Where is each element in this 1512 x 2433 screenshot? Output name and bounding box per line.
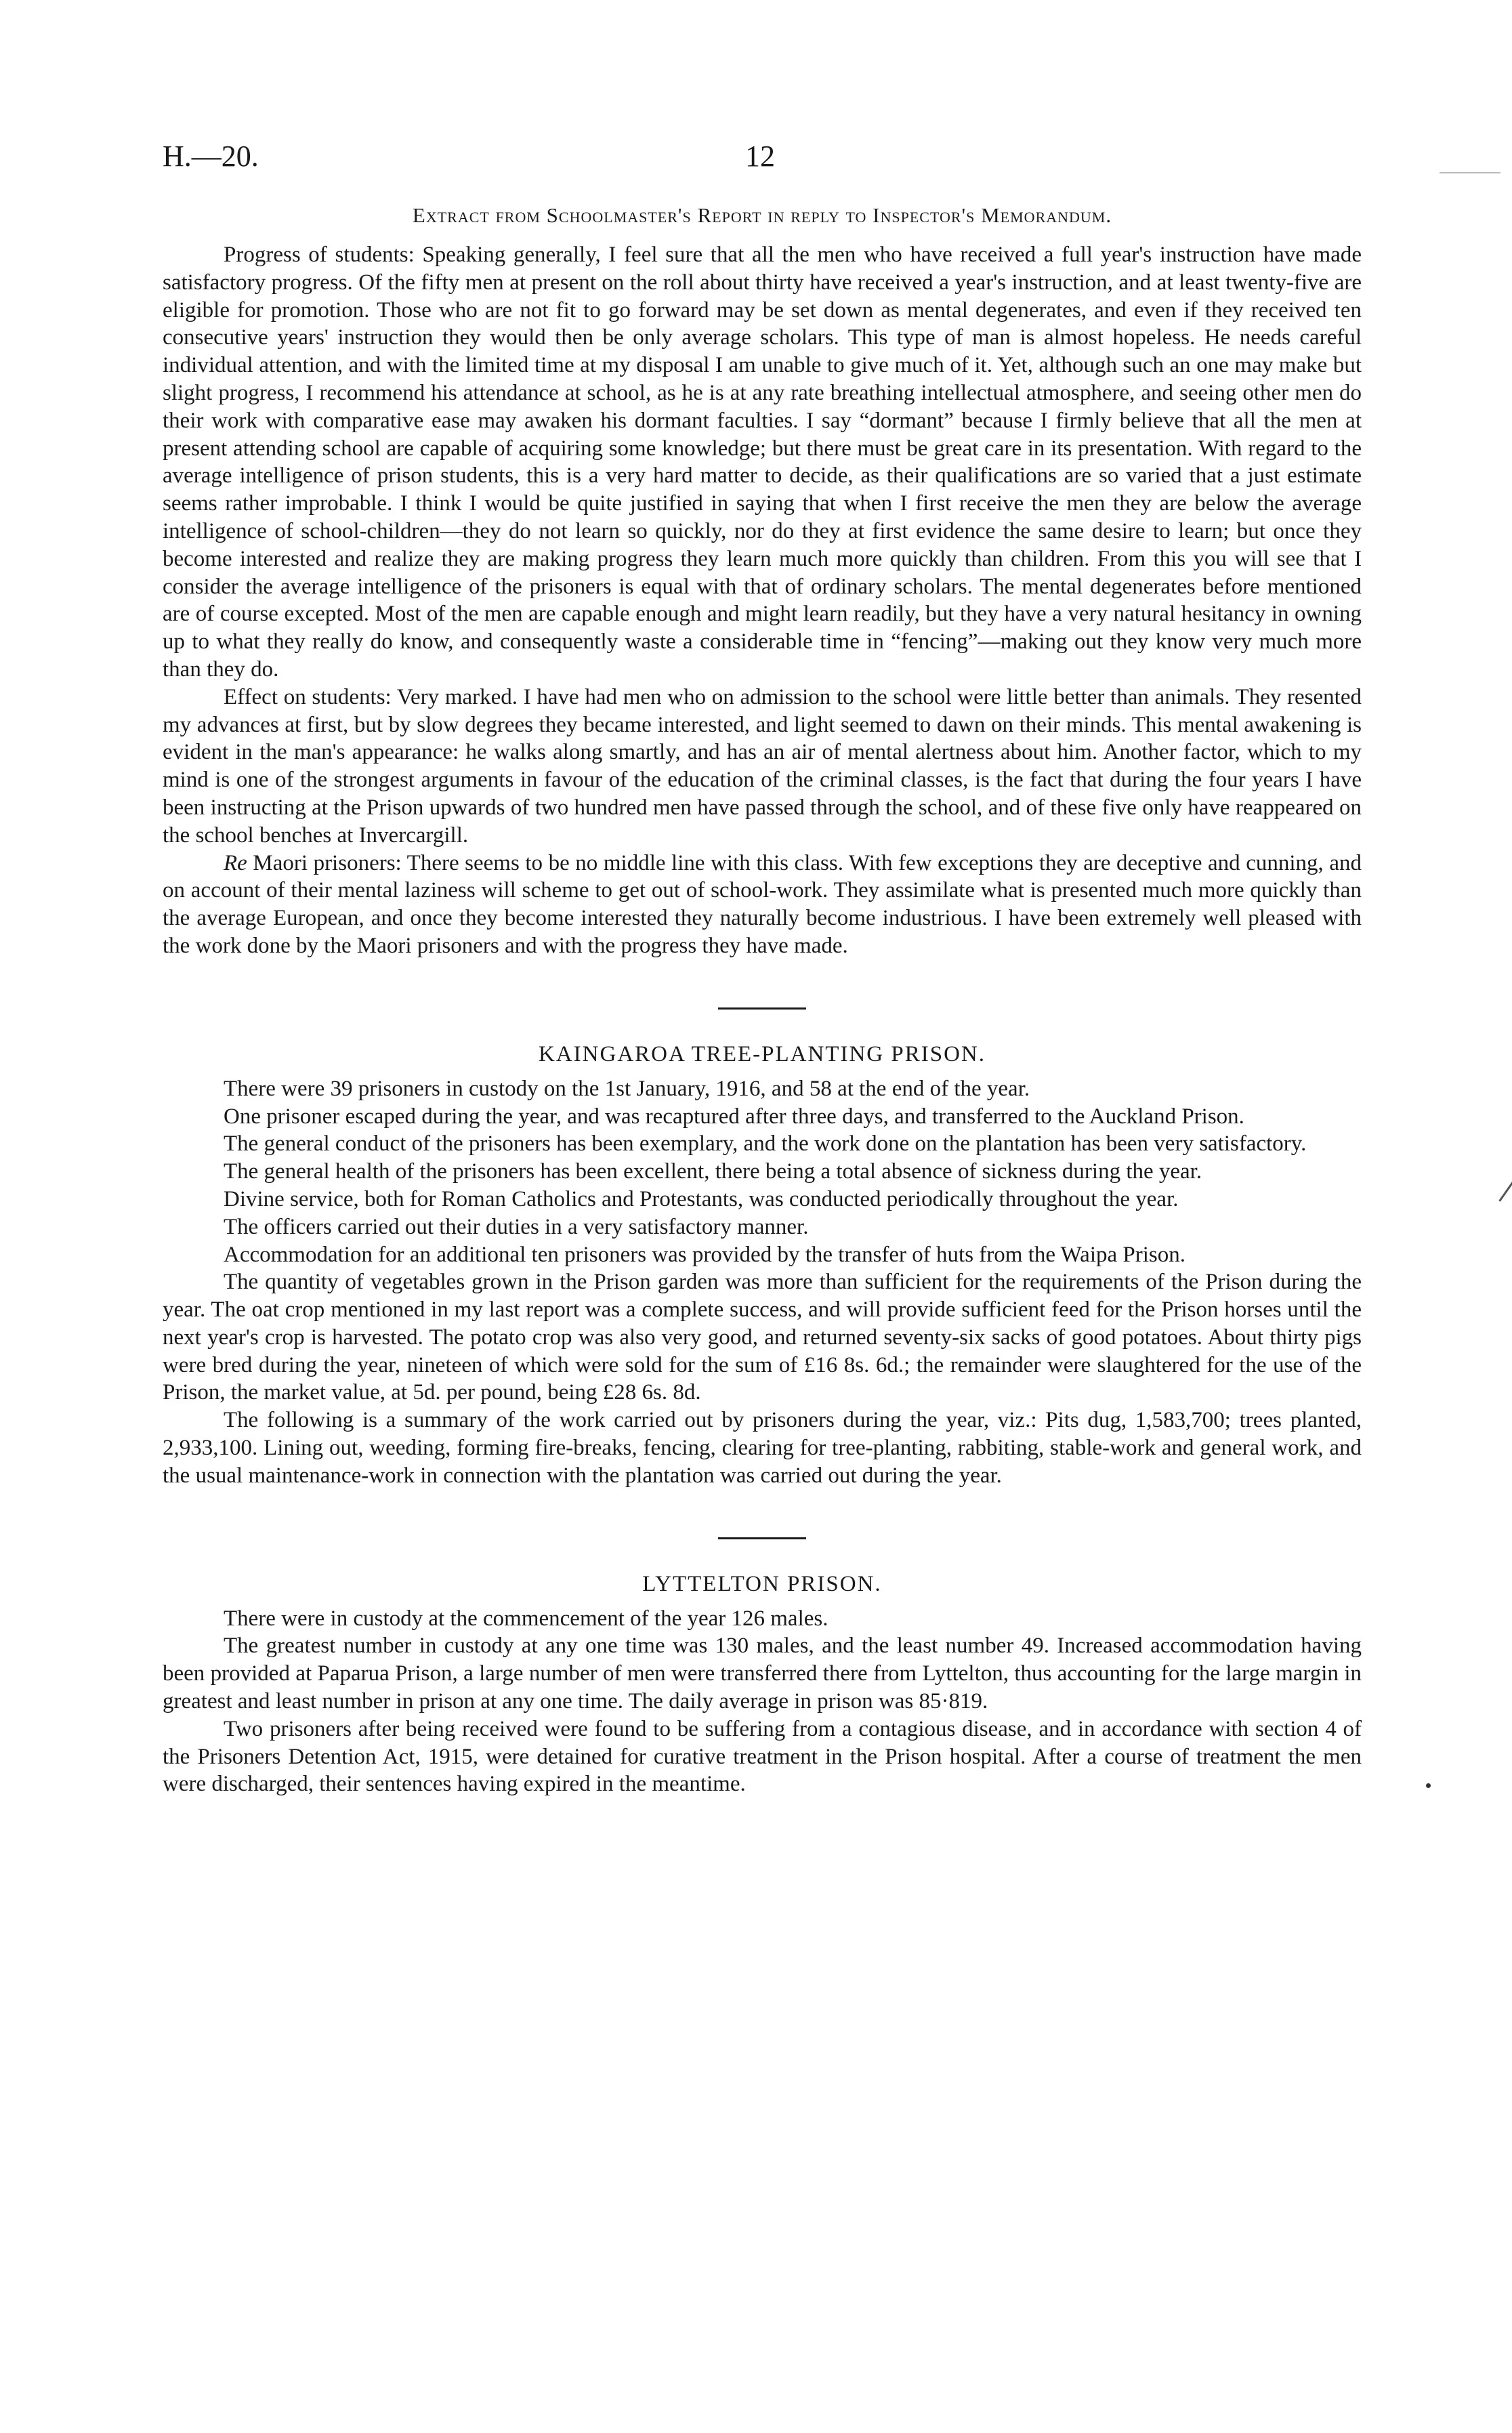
paragraph: The officers carried out their duties in a very satisfactory manner.: [224, 1214, 809, 1239]
paragraph: [163, 241, 1362, 684]
paragraph: There were in custody at the commencement of the year 126 males.: [224, 1606, 828, 1631]
extract-heading: Extract from Schoolmaster's Report in reply to Inspector's Memorandum.: [412, 203, 1112, 227]
section-divider: [718, 1537, 806, 1539]
paragraph: Divine service, both for Roman Catholics and Protestants, was conducted periodically throughout the year.: [224, 1186, 1179, 1211]
paragraph: There were 39 prisoners in custody on the 1st January, 1916, and 58 at the end of the year.: [224, 1076, 1030, 1101]
margin-mark: [1440, 172, 1500, 173]
page-header: [163, 139, 1362, 186]
page-number: 12: [745, 140, 775, 173]
paragraph: The following is a summary of the work carried out by prisoners during the year, viz.: Pits dug, 1,583,700; trees planted, 2,933,100. Lining out, weeding, forming fire-breaks, fencing, clearing for tree-planting, rabbiting, stable-work and general work, and the usual maintenance-work in connection with the plantation was carried out during the year.: [163, 1408, 1362, 1488]
paragraph-text: Maori prisoners: There seems to be no middle line with this class. With few exceptions they are deceptive and cunning, and on account of their mental laziness will scheme to get out of school-work. They assimilate what is presented much more quickly than the average European, and once they become interested they naturally become industrious. I have been extremely well pleased with the work done by the Maori prisoners and with the progress they have made.: [163, 850, 1362, 958]
margin-mark: [1426, 1783, 1431, 1788]
section-divider: [718, 1007, 806, 1010]
document-reference: H.—20.: [163, 140, 259, 173]
paragraph: The general health of the prisoners has been excellent, there being a total absence of sickness during the year.: [224, 1159, 1202, 1184]
paragraph-text: Effect on students: Very marked. I have had men who on admission to the school were little better than animals. They resented my advances at first, but by slow degrees they became interested, and light seemed to dawn on their minds. This mental awakening is evident in the man's appearance: he walks along smartly, and has an air of mental alertness about him. Another factor, which to my mind is one of the strongest arguments in favour of the education of the criminal classes, is the fact that during the four years I have been instructing at the Prison upwards of two hundred men have passed through the school, and of these five only have reappeared on the school benches at Invercargill.: [163, 684, 1362, 848]
paragraph-lead: Re: [224, 850, 247, 875]
paragraph: Two prisoners after being received were found to be suffering from a contagious disease, and in accordance with section 4 of the Prisoners Detention Act, 1915, were detained for curative treatment in the Prison hospital. After a course of treatment the men were discharged, their sentences having expired in the meantime.: [163, 1716, 1362, 1797]
section-title-kaingaroa: KAINGAROA TREE-PLANTING PRISON.: [539, 1041, 986, 1066]
paragraph: [163, 684, 1362, 850]
paragraph: The greatest number in custody at any one time was 130 males, and the least number 49. Increased accommodation having been provided at Paparua Prison, a large number of men were transferred there from Lyttelton, thus accounting for the large margin in greatest and least number in prison at any one time. The daily average in prison was 85·819.: [163, 1634, 1362, 1714]
paragraph: [163, 850, 1362, 960]
paragraph: One prisoner escaped during the year, and was recaptured after three days, and transferred to the Auckland Prison.: [224, 1104, 1244, 1129]
page-body: [163, 203, 1362, 1798]
paragraph: Accommodation for an additional ten prisoners was provided by the transfer of huts from the Waipa Prison.: [224, 1242, 1185, 1267]
paragraph: The general conduct of the prisoners has been exemplary, and the work done on the plantation has been very satisfactory.: [224, 1131, 1307, 1157]
margin-mark: [1498, 1178, 1512, 1201]
section-title-lyttelton: LYTTELTON PRISON.: [642, 1571, 882, 1596]
paragraph-text: Progress of students: Speaking generally, I feel sure that all the men who have received a full year's instruction have made satisfactory progress. Of the fifty men at present on the roll about thirty have received a year's instruction, and at least twenty-five are eligible for promotion. Those who are not fit to go forward may be set down as mental degenerates, and even if they received ten consecutive years' instruction they would then be only average scholars. This type of man is almost hopeless. He needs careful individual attention, and with the limited time at my disposal I am unable to give much of it. Yet, although such an one may make but slight progress, I recommend his attendance at school, as he is at any rate breathing intellectual atmosphere, and seeing other men do their work with comparative ease may awaken his dormant faculties. I say “dormant” because I firmly believe that all the men at present attending school are capable of acquiring some knowledge; but there must be great care in its presentation. With regard to the average intelligence of prison students, this is a very hard matter to decide, as their qualifications are so varied that a just estimate seems rather improbable. I think I would be quite justified in saying that when I first receive the men they are below the average intelligence of school-children—they do not learn so quickly, nor do they at first evidence the same desire to learn; but once they become interested and realize they are making progress they learn much more quickly than children. From this you will see that I consider the average intelligence of the prisoners is equal with that of ordinary scholars. The mental degenerates before mentioned are of course excepted. Most of the men are capable enough and might learn readily, but they have a very natural hesitancy in owning up to what they really do know, and consequently waste a considerable time in “fencing”—making out they know very much more than they do.: [163, 243, 1362, 682]
paragraph: The quantity of vegetables grown in the Prison garden was more than sufficient for the requirements of the Prison during the year. The oat crop mentioned in my last report was a complete success, and will provide sufficient feed for the Prison horses until the next year's crop is harvested. The potato crop was also very good, and returned seventy-six sacks of good potatoes. About thirty pigs were bred during the year, nineteen of which were sold for the sum of £16 8s. 6d.; the remainder were slaughtered for the use of the Prison, the market value, at 5d. per pound, being £28 6s. 8d.: [163, 1270, 1362, 1405]
